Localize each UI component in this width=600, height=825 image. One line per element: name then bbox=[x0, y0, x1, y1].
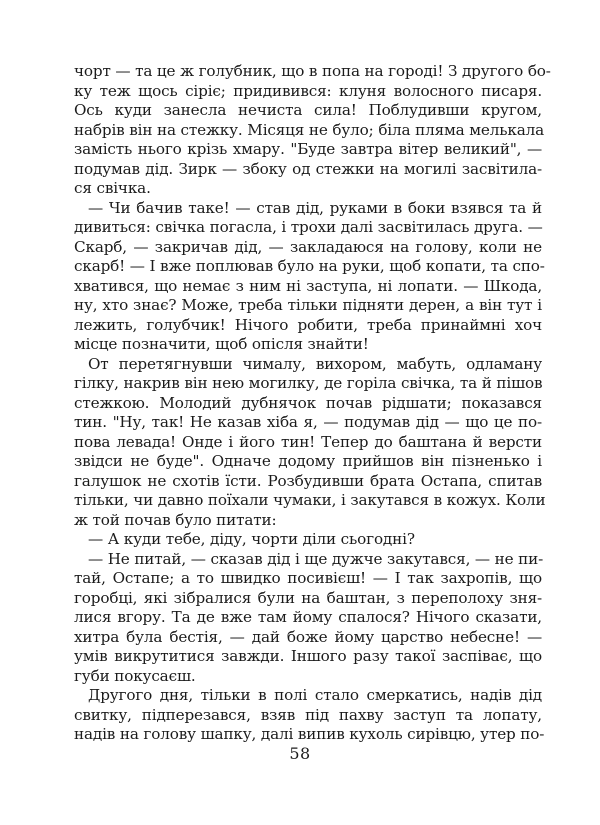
text-line: місце позначити, щоб опісля знайти! bbox=[74, 335, 369, 353]
text-line: — Не питай, — сказав дід і ще дужче закутався, — не пи- bbox=[88, 549, 544, 568]
text-line: замість нього крізь хмару. "Буде завтра вітер великий", — bbox=[74, 140, 542, 158]
text-line: Ось куди занесла нечиста сила! Поблудивши кругом, bbox=[74, 101, 542, 119]
text-line: набрів він на стежку. Місяця не було; біла пляма мелькала bbox=[74, 120, 545, 139]
body-text bbox=[74, 62, 551, 745]
text-line: хватився, що немає з ним ні заступа, ні лопати. — Шкода, bbox=[74, 276, 542, 295]
text-line: звідси не буде". Одначе додому прийшов він пізненько і bbox=[74, 452, 542, 470]
text-line: Скарб, — закричав дід, — закладаюся на голову, коли не bbox=[74, 237, 542, 256]
text-line: лися вгору. Та де вже там йому спалося? Нічого сказати, bbox=[74, 608, 542, 626]
text-line: ж той почав було питати: bbox=[74, 510, 277, 529]
text-line: свитку, підперезався, взяв під пахву заступ та лопату, bbox=[74, 705, 542, 724]
text-line: гілку, накрив він нею могилку, де горіла свічка, та й пішов bbox=[74, 374, 543, 392]
page-number: 58 bbox=[289, 744, 311, 763]
text-line: губи покусаєш. bbox=[74, 666, 196, 685]
text-line: ну, хто знає? Може, треба тільки підняти дерен, а він тут і bbox=[74, 296, 542, 314]
text-line: умів викрутитися завжди. Іншого разу такої заспіває, що bbox=[74, 647, 542, 665]
text-line: Другого дня, тільки в полі стало смеркатись, надів дід bbox=[88, 686, 542, 704]
text-line: тин. "Ну, так! Не казав хіба я, — подумав дід — що це по- bbox=[74, 413, 542, 431]
text-line: ся свічка. bbox=[74, 179, 151, 197]
text-line: — Чи бачив таке! — став дід, руками в боки взявся та й bbox=[88, 198, 542, 217]
text-line: — А куди тебе, діду, чорти діли сьогодні? bbox=[88, 530, 415, 548]
text-line: надів на голову шапку, далі випив кухоль сирівцю, утер по- bbox=[74, 725, 545, 743]
text-line: хитра була бестія, — дай боже йому царство небесне! — bbox=[74, 627, 542, 646]
text-line: тай, Остапе; а то швидко посивієш! — І так захропів, що bbox=[74, 569, 542, 587]
text-line: лежить, голубчик! Нічого робити, треба принаймні хоч bbox=[74, 315, 542, 334]
text-line: галушок не схотів їсти. Розбудивши брата Остапа, спитав bbox=[74, 471, 542, 490]
text-line: стежкою. Молодий дубнячок почав рідшати; показався bbox=[74, 393, 542, 412]
text-line: ку теж щось сіріє; придивився: клуня волосного писаря. bbox=[74, 81, 542, 100]
text-line: чорт — та це ж голубник, що в попа на городі! З другого бо- bbox=[74, 62, 551, 80]
text-line: От перетягнувши чималу, вихором, мабуть, одламану bbox=[88, 354, 542, 373]
text-line: дивиться: свічка погасла, і трохи далі засвітилась друга. — bbox=[74, 218, 543, 236]
text-line: подумав дід. Зирк — збоку од стежки на могилі засвітила- bbox=[74, 159, 542, 178]
text-line: горобці, які зібралися були на баштан, з переполоху зня- bbox=[74, 588, 542, 607]
text-line: пова левада! Онде і його тин! Тепер до баштана й версти bbox=[74, 432, 542, 451]
text-line: тільки, чи давно поїхали чумаки, і закутався в кожух. Коли bbox=[74, 491, 546, 509]
text-line: скарб! — І вже поплював було на руки, щоб копати, та спо- bbox=[74, 257, 545, 275]
